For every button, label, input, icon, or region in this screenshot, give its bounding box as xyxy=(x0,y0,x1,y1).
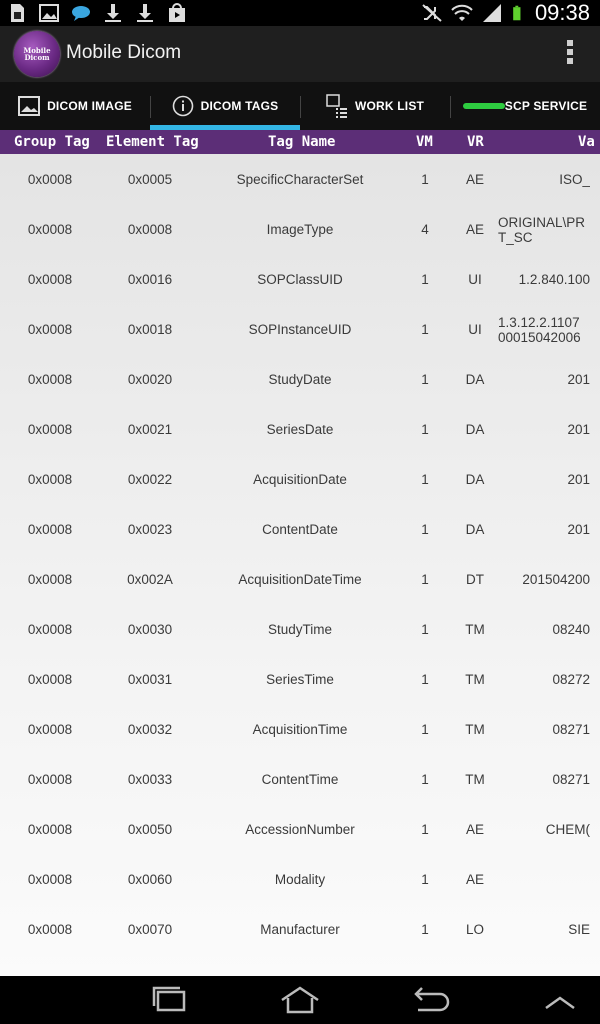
cell-vm: 1 xyxy=(421,622,429,637)
download-icon xyxy=(102,2,124,24)
cell-element-tag: 0x0050 xyxy=(127,822,173,837)
cell-element-tag: 0x0005 xyxy=(127,172,173,187)
cell-element-tag: 0x0033 xyxy=(127,772,173,787)
hide-keyboard-icon[interactable] xyxy=(542,986,578,1014)
cell-group-tag: 0x0008 xyxy=(27,572,73,587)
cell-element-tag: 0x0018 xyxy=(127,322,173,337)
tab-work-list[interactable] xyxy=(300,82,450,130)
cell-value: 201 xyxy=(567,472,590,487)
chat-bubble-icon xyxy=(70,2,92,24)
cell-tag-name: SpecificCharacterSet xyxy=(236,172,364,187)
overflow-menu-icon[interactable] xyxy=(566,40,574,68)
cell-element-tag: 0x0060 xyxy=(127,872,173,887)
cell-vr: DA xyxy=(465,472,485,487)
cell-element-tag: 0x0021 xyxy=(127,422,173,437)
table-row[interactable] xyxy=(0,404,600,454)
cell-vr: TM xyxy=(465,772,485,787)
table-row[interactable] xyxy=(0,454,600,504)
cell-tag-name: AcquisitionDate xyxy=(253,472,347,487)
table-row[interactable] xyxy=(0,804,600,854)
cell-tag-name: SeriesTime xyxy=(266,672,334,687)
cell-vr: AE xyxy=(465,872,484,887)
cell-value: 1.3.12.2.1107 00015042006 xyxy=(498,315,581,345)
cell-vm: 1 xyxy=(421,422,429,437)
table-row[interactable] xyxy=(0,504,600,554)
table-row[interactable] xyxy=(0,154,600,204)
cell-vm: 1 xyxy=(421,472,429,487)
cell-group-tag: 0x0008 xyxy=(27,272,73,287)
cell-vm: 1 xyxy=(421,672,429,687)
battery-icon xyxy=(511,2,527,24)
cell-value: 08240 xyxy=(552,622,590,637)
cell-vr: TM xyxy=(465,622,485,637)
nav-bar xyxy=(0,976,600,1024)
cell-element-tag: 0x0032 xyxy=(127,722,173,737)
cell-value: 08271 xyxy=(552,722,590,737)
header-value: Va xyxy=(578,134,595,150)
cell-element-tag: 0x0070 xyxy=(127,922,173,937)
cell-vm: 4 xyxy=(421,222,429,237)
table-row[interactable] xyxy=(0,254,600,304)
store-bag-icon xyxy=(166,2,188,24)
cell-tag-name: ContentTime xyxy=(261,772,339,787)
header-vm: VM xyxy=(416,134,433,150)
cell-vm: 1 xyxy=(421,272,429,287)
cell-vr: AE xyxy=(465,172,484,187)
cell-group-tag: 0x0008 xyxy=(27,472,73,487)
app-logo[interactable] xyxy=(14,31,60,77)
table-row[interactable] xyxy=(0,554,600,604)
cell-element-tag: 0x0016 xyxy=(127,272,173,287)
table-row[interactable] xyxy=(0,604,600,654)
tab-divider xyxy=(300,96,301,118)
cell-group-tag: 0x0008 xyxy=(27,522,73,537)
cell-vr: TM xyxy=(465,722,485,737)
wifi-icon xyxy=(451,2,473,24)
back-icon[interactable] xyxy=(410,986,450,1014)
cell-vr: AE xyxy=(465,222,484,237)
calendar-list-icon xyxy=(326,93,348,119)
green-status-bar-icon xyxy=(463,103,505,109)
cell-vm: 1 xyxy=(421,522,429,537)
info-icon xyxy=(172,95,194,117)
tab-dicom-image[interactable] xyxy=(0,82,150,130)
tab-divider xyxy=(150,96,151,118)
cell-vr: DT xyxy=(466,572,484,587)
cell-element-tag: 0x002A xyxy=(127,572,173,587)
cell-vr: TM xyxy=(465,672,485,687)
sim-card-icon xyxy=(6,2,28,24)
cell-group-tag: 0x0008 xyxy=(27,822,73,837)
cell-value: 08272 xyxy=(552,672,590,687)
cell-tag-name: StudyDate xyxy=(268,372,332,387)
cell-group-tag: 0x0008 xyxy=(27,772,73,787)
cell-element-tag: 0x0022 xyxy=(127,472,173,487)
tab-label: DICOM IMAGE xyxy=(47,99,132,113)
cell-vm: 1 xyxy=(421,372,429,387)
cell-vr: LO xyxy=(465,922,484,937)
table-row[interactable] xyxy=(0,204,600,254)
cell-value: CHEM( xyxy=(545,822,590,837)
recent-apps-icon[interactable] xyxy=(150,986,190,1014)
header-vr: VR xyxy=(467,134,484,150)
cell-value: 201 xyxy=(567,422,590,437)
cell-group-tag: 0x0008 xyxy=(27,422,73,437)
cell-group-tag: 0x0008 xyxy=(27,222,73,237)
clock: 09:38 xyxy=(534,0,590,25)
app-title: Mobile Dicom xyxy=(66,42,182,63)
cell-tag-name: AccessionNumber xyxy=(245,822,355,837)
cell-vm: 1 xyxy=(421,322,429,337)
cell-vm: 1 xyxy=(421,172,429,187)
table-row[interactable] xyxy=(0,904,600,954)
cell-tag-name: Modality xyxy=(274,872,326,887)
table-row[interactable] xyxy=(0,854,600,904)
cell-element-tag: 0x0030 xyxy=(127,622,173,637)
table-row[interactable] xyxy=(0,354,600,404)
cell-value: 1.2.840.100 xyxy=(518,272,590,287)
cell-element-tag: 0x0008 xyxy=(127,222,173,237)
image-icon xyxy=(18,96,40,116)
cell-vm: 1 xyxy=(421,772,429,787)
cell-group-tag: 0x0008 xyxy=(27,172,73,187)
cell-group-tag: 0x0008 xyxy=(27,872,73,887)
cell-group-tag: 0x0008 xyxy=(27,922,73,937)
cell-element-tag: 0x0020 xyxy=(127,372,173,387)
cell-vm: 1 xyxy=(421,722,429,737)
cell-vm: 1 xyxy=(421,872,429,887)
mute-icon xyxy=(421,2,443,24)
cell-value: 201 xyxy=(567,372,590,387)
tab-divider xyxy=(450,96,451,118)
status-bar xyxy=(0,0,600,26)
cell-value: SIE xyxy=(568,922,590,937)
cell-vm: 1 xyxy=(421,572,429,587)
tab-label: DICOM TAGS xyxy=(200,99,279,113)
cell-group-tag: 0x0008 xyxy=(27,672,73,687)
home-icon[interactable] xyxy=(278,986,322,1014)
cell-value: 08271 xyxy=(552,772,590,787)
cell-element-tag: 0x0023 xyxy=(127,522,173,537)
cell-value: 201 xyxy=(567,522,590,537)
signal-icon xyxy=(481,2,503,24)
cell-vr: DA xyxy=(465,422,485,437)
tab-scp-service[interactable] xyxy=(450,82,600,130)
table-row[interactable] xyxy=(0,754,600,804)
header-element-tag: Element Tag xyxy=(106,134,199,150)
cell-vr: UI xyxy=(468,322,482,337)
cell-value: ISO_ xyxy=(559,172,590,187)
tab-dicom-tags[interactable] xyxy=(150,82,300,130)
cell-tag-name: ContentDate xyxy=(262,522,338,537)
cell-tag-name: AcquisitionTime xyxy=(252,722,348,737)
table-row[interactable] xyxy=(0,704,600,754)
tab-label: WORK LIST xyxy=(354,99,425,113)
image-icon xyxy=(38,2,60,24)
cell-vr: AE xyxy=(465,822,484,837)
cell-tag-name: SOPInstanceUID xyxy=(248,322,352,337)
cell-element-tag: 0x0031 xyxy=(127,672,173,687)
cell-tag-name: StudyTime xyxy=(267,622,333,637)
table-row[interactable] xyxy=(0,304,600,354)
tab-label: SCP SERVICE xyxy=(504,99,588,113)
cell-vm: 1 xyxy=(421,822,429,837)
table-row[interactable] xyxy=(0,654,600,704)
tab-bar xyxy=(0,82,600,130)
action-bar xyxy=(0,26,600,82)
cell-vr: UI xyxy=(468,272,482,287)
cell-tag-name: Manufacturer xyxy=(260,922,340,937)
cell-tag-name: SOPClassUID xyxy=(257,272,343,287)
cell-vr: DA xyxy=(465,372,485,387)
cell-tag-name: SeriesDate xyxy=(266,422,334,437)
table-header xyxy=(0,130,600,154)
cell-group-tag: 0x0008 xyxy=(27,322,73,337)
header-tag-name: Tag Name xyxy=(268,134,336,150)
cell-group-tag: 0x0008 xyxy=(27,372,73,387)
cell-tag-name: ImageType xyxy=(266,222,334,237)
cell-value: 201504200 xyxy=(522,572,590,587)
app-logo-text: Mobile Dicom xyxy=(23,46,51,62)
header-group-tag: Group Tag xyxy=(14,134,90,150)
cell-value: ORIGINAL\PR T_SC xyxy=(498,215,586,245)
cell-tag-name: AcquisitionDateTime xyxy=(238,572,362,587)
cell-vr: DA xyxy=(465,522,485,537)
cell-group-tag: 0x0008 xyxy=(27,722,73,737)
tag-table[interactable] xyxy=(0,154,600,976)
cell-group-tag: 0x0008 xyxy=(27,622,73,637)
cell-vm: 1 xyxy=(421,922,429,937)
download-icon xyxy=(134,2,156,24)
